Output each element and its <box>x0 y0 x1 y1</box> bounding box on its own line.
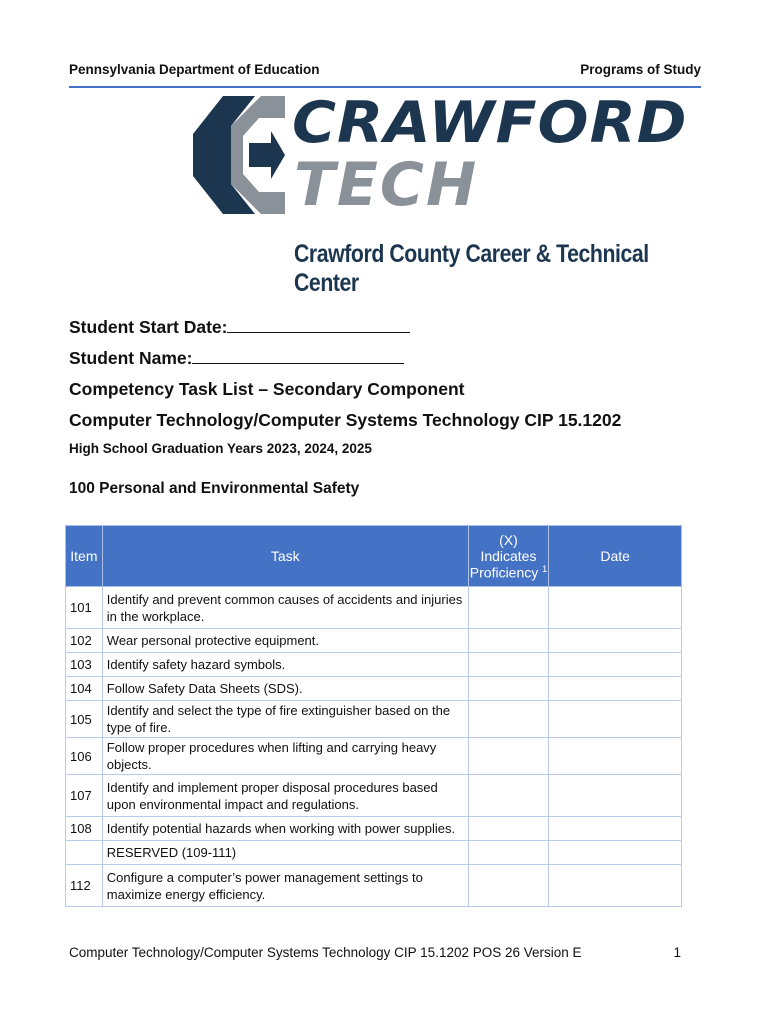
task-text: Identify safety hazard symbols. <box>102 653 468 677</box>
date-cell[interactable] <box>549 775 682 817</box>
header-date: Date <box>549 526 682 587</box>
page-number: 1 <box>673 945 681 960</box>
header-programs-of-study: Programs of Study <box>580 62 701 77</box>
footer-text: Computer Technology/Computer Systems Technology CIP 15.1202 POS 26 Version E <box>69 945 582 960</box>
item-number: 108 <box>66 817 103 841</box>
date-cell[interactable] <box>549 738 682 775</box>
task-text: Configure a computer’s power management settings to maximize energy efficiency. <box>102 865 468 907</box>
table-row <box>66 587 682 629</box>
header-proficiency <box>468 526 549 587</box>
date-cell[interactable] <box>549 653 682 677</box>
program-title: Computer Technology/Computer Systems Technology CIP 15.1202 <box>69 410 622 430</box>
proficiency-cell[interactable] <box>468 701 549 738</box>
start-date-blank[interactable] <box>227 314 410 333</box>
student-fields <box>69 312 621 462</box>
proficiency-cell[interactable] <box>468 653 549 677</box>
table-row <box>66 775 682 817</box>
table-row <box>66 701 682 738</box>
student-name-label: Student Name: <box>69 348 193 368</box>
date-cell[interactable] <box>549 701 682 738</box>
item-number: 101 <box>66 587 103 629</box>
proficiency-cell[interactable] <box>468 677 549 701</box>
section-title: 100 Personal and Environmental Safety <box>69 480 360 497</box>
date-cell[interactable] <box>549 677 682 701</box>
page-header <box>69 60 701 88</box>
student-name-blank[interactable] <box>192 345 404 364</box>
item-number <box>66 841 103 865</box>
item-number: 103 <box>66 653 103 677</box>
proficiency-cell[interactable] <box>468 738 549 775</box>
proficiency-cell[interactable] <box>468 841 549 865</box>
competency-table <box>65 525 682 907</box>
header-department: Pennsylvania Department of Education <box>69 62 320 77</box>
logo-wordmark-tech: TECH <box>294 150 479 220</box>
date-cell[interactable] <box>549 629 682 653</box>
table-row <box>66 865 682 907</box>
task-text: Wear personal protective equipment. <box>102 629 468 653</box>
proficiency-cell[interactable] <box>468 865 549 907</box>
page-footer <box>69 945 681 960</box>
date-cell[interactable] <box>549 587 682 629</box>
item-number: 106 <box>66 738 103 775</box>
task-list-title: Competency Task List – Secondary Component <box>69 379 465 399</box>
logo-subtitle: Crawford County Career & Technical Center <box>294 240 649 297</box>
header-item: Item <box>66 526 103 587</box>
table-row <box>66 817 682 841</box>
table-row <box>66 841 682 865</box>
date-cell[interactable] <box>549 841 682 865</box>
header-proficiency-label: (X) Indicates Proficiency <box>469 531 539 581</box>
item-number: 112 <box>66 865 103 907</box>
table-row <box>66 653 682 677</box>
start-date-label: Student Start Date: <box>69 317 228 337</box>
date-cell[interactable] <box>549 817 682 841</box>
header-proficiency-footnote: 1 <box>542 563 548 574</box>
header-task: Task <box>102 526 468 587</box>
proficiency-cell[interactable] <box>468 817 549 841</box>
table-row <box>66 738 682 775</box>
proficiency-cell[interactable] <box>468 587 549 629</box>
student-name-line <box>69 343 621 374</box>
item-number: 107 <box>66 775 103 817</box>
task-text: Identify and implement proper disposal procedures based upon environmental impact and regulations. <box>102 775 468 817</box>
item-number: 102 <box>66 629 103 653</box>
start-date-line <box>69 312 621 343</box>
table-header-row <box>66 526 682 587</box>
task-text: Identify and prevent common causes of accidents and injuries in the workplace. <box>102 587 468 629</box>
task-text: RESERVED (109-111) <box>102 841 468 865</box>
item-number: 105 <box>66 701 103 738</box>
task-text: Follow Safety Data Sheets (SDS). <box>102 677 468 701</box>
table-row <box>66 629 682 653</box>
graduation-years: High School Graduation Years 2023, 2024, 2025 <box>69 441 372 456</box>
item-number: 104 <box>66 677 103 701</box>
proficiency-cell[interactable] <box>468 775 549 817</box>
proficiency-cell[interactable] <box>468 629 549 653</box>
task-text: Identify potential hazards when working with power supplies. <box>102 817 468 841</box>
table-row <box>66 677 682 701</box>
task-text: Identify and select the type of fire extinguisher based on the type of fire. <box>102 701 468 738</box>
date-cell[interactable] <box>549 865 682 907</box>
logo-wordmark-crawford: CRAWFORD <box>292 89 688 157</box>
task-text: Follow proper procedures when lifting and carrying heavy objects. <box>102 738 468 775</box>
